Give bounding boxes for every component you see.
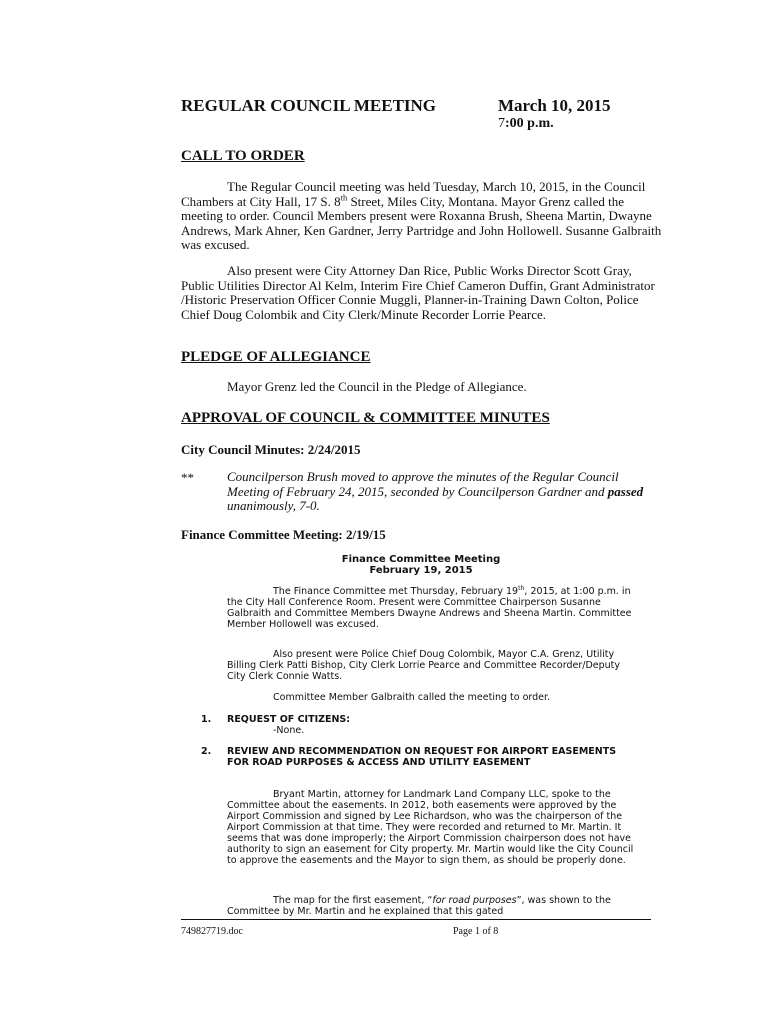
item-1-body: -None. <box>273 725 305 736</box>
meeting-time: 7:00 p.m. <box>498 116 554 131</box>
motion-marker: ** <box>181 470 194 485</box>
footer-filename: 749827719.doc <box>181 926 243 937</box>
pledge-paragraph: Mayor Grenz led the Council in the Pledge of Allegiance. <box>227 379 527 394</box>
item-2-number: 2. <box>201 746 212 757</box>
pledge-heading: PLEDGE OF ALLEGIANCE <box>181 349 371 365</box>
item-1-number: 1. <box>201 714 212 725</box>
approval-heading: APPROVAL OF COUNCIL & COMMITTEE MINUTES <box>181 410 550 426</box>
item-1-heading: REQUEST OF CITIZENS: <box>227 714 351 725</box>
finance-minutes-date: February 19, 2015 <box>369 565 473 576</box>
finance-committee-label: Finance Committee Meeting: 2/19/15 <box>181 527 386 542</box>
footer-divider <box>181 919 651 920</box>
call-to-order-paragraph-1 <box>181 180 666 253</box>
finance-minutes-paragraph-3: Committee Member Galbraith called the meeting to order. <box>273 692 551 703</box>
finance-minutes-paragraph-2: Also present were Police Chief Doug Colombik, Mayor C.A. Grenz, Utility Billing Clerk Patti Bishop, City Clerk Lorrie Pearce and Committee Recorder/Deputy City Clerk Connie Watts. <box>227 649 621 682</box>
call-to-order-text-1: The Regular Council meeting was held Tuesday, March 10, 2015, in the Council Chambers at City Hall, 17 S. 8th Street, Miles City, Montana. Mayor Grenz called the meeting to order. Council Members present were Roxanna Brush, Sheena Martin, Dwayne Andrews, Mark Ahner, Ken Gardner, Jerry Partridge and John Hollowell. Susanne Galbraith was excused. <box>181 179 662 252</box>
finance-minutes-paragraph-1: The Finance Committee met Thursday, February 19th, 2015, at 1:00 p.m. in the City Hall Conference Room. Present were Committee Chairperson Susanne Galbraith and Committee Members Dwayne Andrews and Sheena Martin. Committee Member Hollowell was excused. <box>227 584 632 630</box>
call-to-order-paragraph-2: Also present were City Attorney Dan Rice, Public Works Director Scott Gray, Public Utilities Director Al Kelm, Interim Fire Chief Cameron Duffin, Grant Administrator /Historic Preservation Officer Connie Muggli, Planner-in-Training Dawn Colton, Police Chief Doug Colombik and City Clerk/Minute Recorder Lorrie Pearce. <box>181 263 655 322</box>
meeting-title: REGULAR COUNCIL MEETING <box>181 96 437 115</box>
item-2-paragraph-2: The map for the first easement, “for road purposes”, was shown to the Committee by Mr. Martin and he explained that this gated <box>227 895 611 917</box>
finance-minutes-title: Finance Committee Meeting <box>341 554 501 565</box>
call-to-order-heading: CALL TO ORDER <box>181 148 305 164</box>
item-2-paragraph-1: Bryant Martin, attorney for Landmark Land Company LLC, spoke to the Committee about the easements. In 2012, both easements were approved by the Airport Commission and signed by Lee Richardson, who was the chairperson of the Airport Commission at that time. They were recorded and returned to Mr. Martin. It seems that was done improperly; the Airport Commission chairperson does not have authority to sign an easement for City property. Mr. Martin would like the City Council to approve the easements and the Mayor to sign them, as should be properly done. <box>227 789 634 866</box>
meeting-date: March 10, 2015 <box>498 96 611 115</box>
item-2-heading: REVIEW AND RECOMMENDATION ON REQUEST FOR AIRPORT EASEMENTS FOR ROAD PURPOSES & ACCESS AND UTILITY EASEMENT <box>227 746 617 768</box>
council-minutes-label: City Council Minutes: 2/24/2015 <box>181 442 361 457</box>
motion-text: Councilperson Brush moved to approve the minutes of the Regular Council Meeting of February 24, 2015, seconded by Councilperson Gardner and passed unanimously, 7-0. <box>227 469 644 513</box>
footer-page-number: Page 1 of 8 <box>453 926 499 937</box>
